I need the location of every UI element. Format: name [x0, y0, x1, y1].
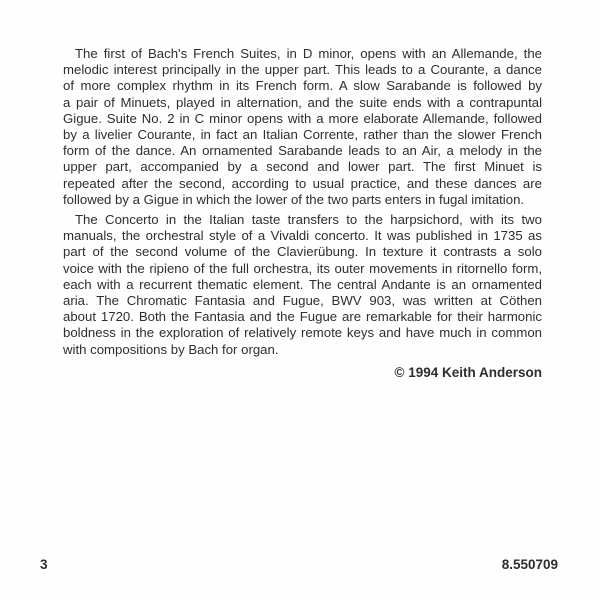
text-line: manuals, the orchestral style of a Vivaldi concerto. It was published in 1735 as: [63, 228, 542, 244]
text-line: The Concerto in the Italian taste transfers to the harpsichord, with its two: [75, 212, 542, 227]
text-line: aria. The Chromatic Fantasia and Fugue, BWV 903, was written at Cöthen: [63, 292, 542, 308]
text-line: upper part, accompanied by a second and lower part. The first Minuet is: [63, 159, 542, 175]
text-line: each with a recurrent thematic element. The central Andante is an ornamented: [63, 276, 542, 292]
text-line: voice with the ripieno of the full orchestra, its outer movements in ritornello form,: [63, 260, 542, 276]
catalogue-number: 8.550709: [501, 557, 558, 572]
text-line: with compositions by Bach for organ.: [63, 341, 279, 357]
paragraph-french-suites: [63, 46, 542, 208]
text-line: The first of Bach's French Suites, in D minor, opens with an Allemande, the: [75, 46, 542, 61]
text-line: Gigue. Suite No. 2 in C minor opens with a more elaborate Allemande, followed: [63, 110, 542, 126]
paragraph-italian-concerto: [63, 212, 542, 358]
page-number: 3: [40, 557, 48, 572]
text-line: boldness in the exploration of relatively remote keys and have much in common: [63, 325, 542, 341]
text-line: followed by a Gigue in which the lower of the two parts enters in fugal imitation.: [63, 191, 525, 207]
text-line: repeated after the second, according to usual practice, and these dances are: [63, 175, 542, 191]
signature: © 1994 Keith Anderson: [394, 365, 542, 380]
text-line: about 1720. Both the Fantasia and the Fugue are remarkable for their harmonic: [63, 309, 542, 325]
text-line: a pair of Minuets, played in alternation, and the suite ends with a contrapuntal: [63, 94, 542, 110]
text-line: of more complex rhythm in its French form. A slow Sarabande is followed by: [63, 78, 542, 94]
text-line: form of the dance. An ornamented Sarabande leads to an Air, a melody in the: [63, 143, 542, 159]
text-line: part of the second volume of the Clavierübung. In texture it contrasts a solo: [63, 244, 542, 260]
text-line: melodic interest principally in the upper part. This leads to a Courante, a dance: [63, 62, 542, 78]
text-line: by a livelier Courante, in fact an Italian Corrente, rather than the slower French: [63, 126, 542, 142]
